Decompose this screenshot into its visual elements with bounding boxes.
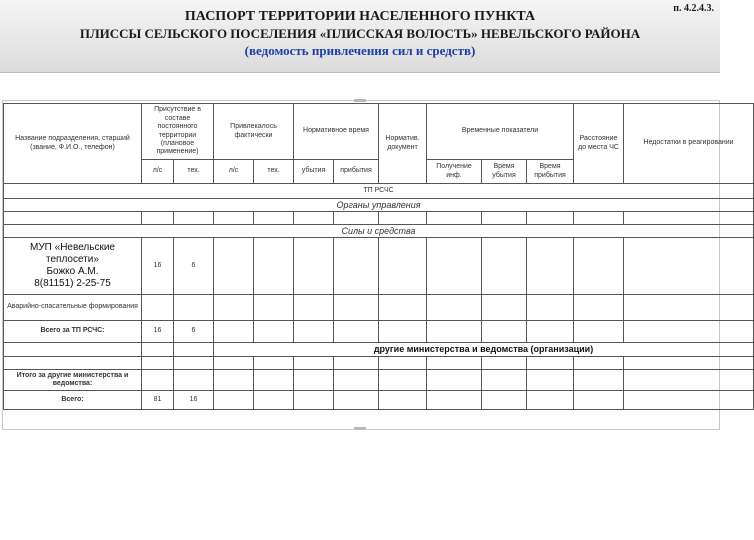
table-row — [4, 295, 754, 321]
sub-header-teh: тех. — [254, 160, 294, 184]
section-row — [4, 343, 754, 357]
col-header-normative-doc: Норматив. документ — [379, 104, 427, 184]
col-header-presence: Присутствие в составе постоянного территории (плановое применение) — [142, 104, 214, 160]
other-agencies-total-label: Итого за другие министерства и ведомства: — [4, 370, 142, 391]
slide-header — [0, 0, 720, 73]
col-header-name: Название подразделения, старший (звание, Ф.И.О., телефон) — [4, 104, 142, 184]
title-subtitle: (ведомость привлечения сил и средств) — [244, 43, 476, 58]
table-row — [4, 238, 754, 295]
page-reference: п. 4.2.4.3. — [673, 3, 714, 14]
unit-chief: Божко А.М. — [46, 266, 99, 277]
section-row — [4, 184, 754, 199]
title-line-1: ПАСПОРТ ТЕРРИТОРИИ НАСЕЛЕННОГО ПУНКТА — [184, 9, 536, 24]
col-header-time-indicators: Временные показатели — [427, 104, 574, 160]
section-forces: Силы и средства — [4, 225, 754, 238]
sub-header-info-received: Получение инф. — [427, 160, 482, 184]
table-row — [4, 370, 754, 391]
empty-row — [4, 212, 754, 225]
sub-header-ls: л/с — [142, 160, 174, 184]
unit-phone: 8(81151) 2-25-75 — [34, 278, 111, 289]
subtotal-label: Всего за ТП РСЧС: — [4, 321, 142, 343]
unit-name-cell — [4, 238, 142, 295]
title-line-2: ПЛИССЫ СЕЛЬСКОГО ПОСЕЛЕНИЯ «ПЛИССКАЯ ВОЛОСТЬ» НЕВЕЛЬСКОГО РАЙОНА — [79, 26, 641, 41]
rescue-units-label: Аварийно-спасательные формирования — [4, 295, 142, 321]
subtotal-teh: 6 — [174, 321, 214, 343]
table-header-row — [4, 104, 754, 160]
section-management: Органы управления — [4, 199, 754, 212]
unit-teh-value: 6 — [174, 238, 214, 295]
unit-ls-value: 16 — [142, 238, 174, 295]
table-total-row — [4, 391, 754, 410]
sub-header-departure: убытия — [294, 160, 334, 184]
resize-handle-bottom[interactable] — [354, 427, 366, 430]
section-row — [4, 225, 754, 238]
grand-total-label: Всего: — [4, 391, 142, 410]
resize-handle-top[interactable] — [354, 99, 366, 102]
col-header-shortcomings: Недостатки в реагировании — [624, 104, 754, 184]
table-row — [4, 321, 754, 343]
sub-header-arrival: прибытия — [334, 160, 379, 184]
empty-row — [4, 357, 754, 370]
sub-header-arrival-time: Время прибытия — [527, 160, 574, 184]
sub-header-teh: тех. — [174, 160, 214, 184]
section-other-agencies: другие министерства и ведомства (организации) — [214, 343, 754, 357]
col-header-distance: Расстояние до места ЧС — [574, 104, 624, 184]
resource-table — [3, 103, 754, 410]
section-tp-rschs: ТП РСЧС — [4, 184, 754, 199]
grand-total-teh: 16 — [174, 391, 214, 410]
col-header-engaged: Привлекалось фактически — [214, 104, 294, 160]
sub-header-ls: л/с — [214, 160, 254, 184]
grand-total-ls: 81 — [142, 391, 174, 410]
unit-name-cont: теплосети» — [46, 254, 99, 265]
col-header-normative-time: Нормативное время — [294, 104, 379, 160]
sub-header-departure-time: Время убытия — [482, 160, 527, 184]
subtotal-ls: 16 — [142, 321, 174, 343]
section-row — [4, 199, 754, 212]
unit-name: МУП «Невельские — [30, 242, 115, 253]
